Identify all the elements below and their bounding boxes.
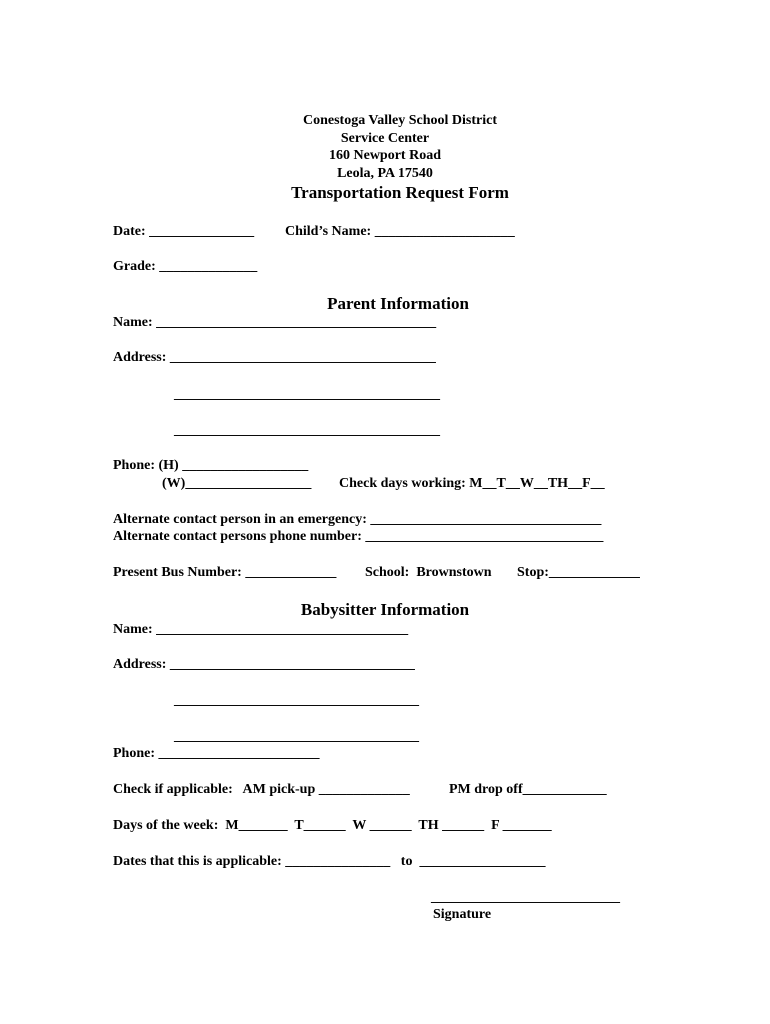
alt-contact-field[interactable]: Alternate contact person in an emergency: _________________________________ <box>113 512 602 527</box>
bus-number-field[interactable]: Present Bus Number: _____________ <box>113 565 337 580</box>
grade-field[interactable]: Grade: ______________ <box>113 259 258 274</box>
street-address: 160 Newport Road <box>329 148 441 163</box>
babysitter-address-line-2[interactable]: ___________________________________ <box>174 693 419 708</box>
signature-label: Signature <box>433 907 492 922</box>
parent-address-line-2[interactable]: ______________________________________ <box>174 387 440 402</box>
date-field[interactable]: Date: _______________ <box>113 224 255 239</box>
parent-address-line-3[interactable]: ______________________________________ <box>174 423 440 438</box>
city-state-zip: Leola, PA 17540 <box>337 166 433 181</box>
parent-home-phone-field[interactable]: Phone: (H) __________________ <box>113 458 309 473</box>
parent-work-phone-field[interactable]: (W)__________________ <box>162 476 312 491</box>
school-label: School: Brownstown <box>365 565 492 580</box>
babysitter-info-heading: Babysitter Information <box>300 600 470 619</box>
service-center: Service Center <box>340 131 430 146</box>
dates-applicable-field[interactable]: Dates that this is applicable: _______________ to __________________ <box>113 854 546 869</box>
district-name: Conestoga Valley School District <box>302 113 498 128</box>
babysitter-name-field[interactable]: Name: ____________________________________ <box>113 622 409 637</box>
parent-address-field[interactable]: Address: ______________________________________ <box>113 350 436 365</box>
days-of-week-field[interactable]: Days of the week: M_______ T______ W ______ TH ______ F _______ <box>113 818 552 833</box>
signature-line[interactable]: ___________________________ <box>431 890 620 905</box>
pm-dropoff-field[interactable]: PM drop off____________ <box>449 782 607 797</box>
babysitter-address-field[interactable]: Address: ___________________________________ <box>113 657 415 672</box>
babysitter-phone-field[interactable]: Phone: _______________________ <box>113 746 320 761</box>
alt-contact-phone-field[interactable]: Alternate contact persons phone number: __________________________________ <box>113 529 604 544</box>
parent-name-field[interactable]: Name: ________________________________________ <box>113 315 437 330</box>
child-name-field[interactable]: Child’s Name: ____________________ <box>285 224 515 239</box>
am-pickup-field[interactable]: Check if applicable: AM pick-up _____________ <box>113 782 410 797</box>
check-days-working[interactable]: Check days working: M__T__W__TH__F__ <box>339 476 605 491</box>
babysitter-address-line-3[interactable]: ___________________________________ <box>174 729 419 744</box>
stop-field[interactable]: Stop:_____________ <box>517 565 640 580</box>
form-title: Transportation Request Form <box>291 183 509 202</box>
parent-info-heading: Parent Information <box>327 294 469 313</box>
